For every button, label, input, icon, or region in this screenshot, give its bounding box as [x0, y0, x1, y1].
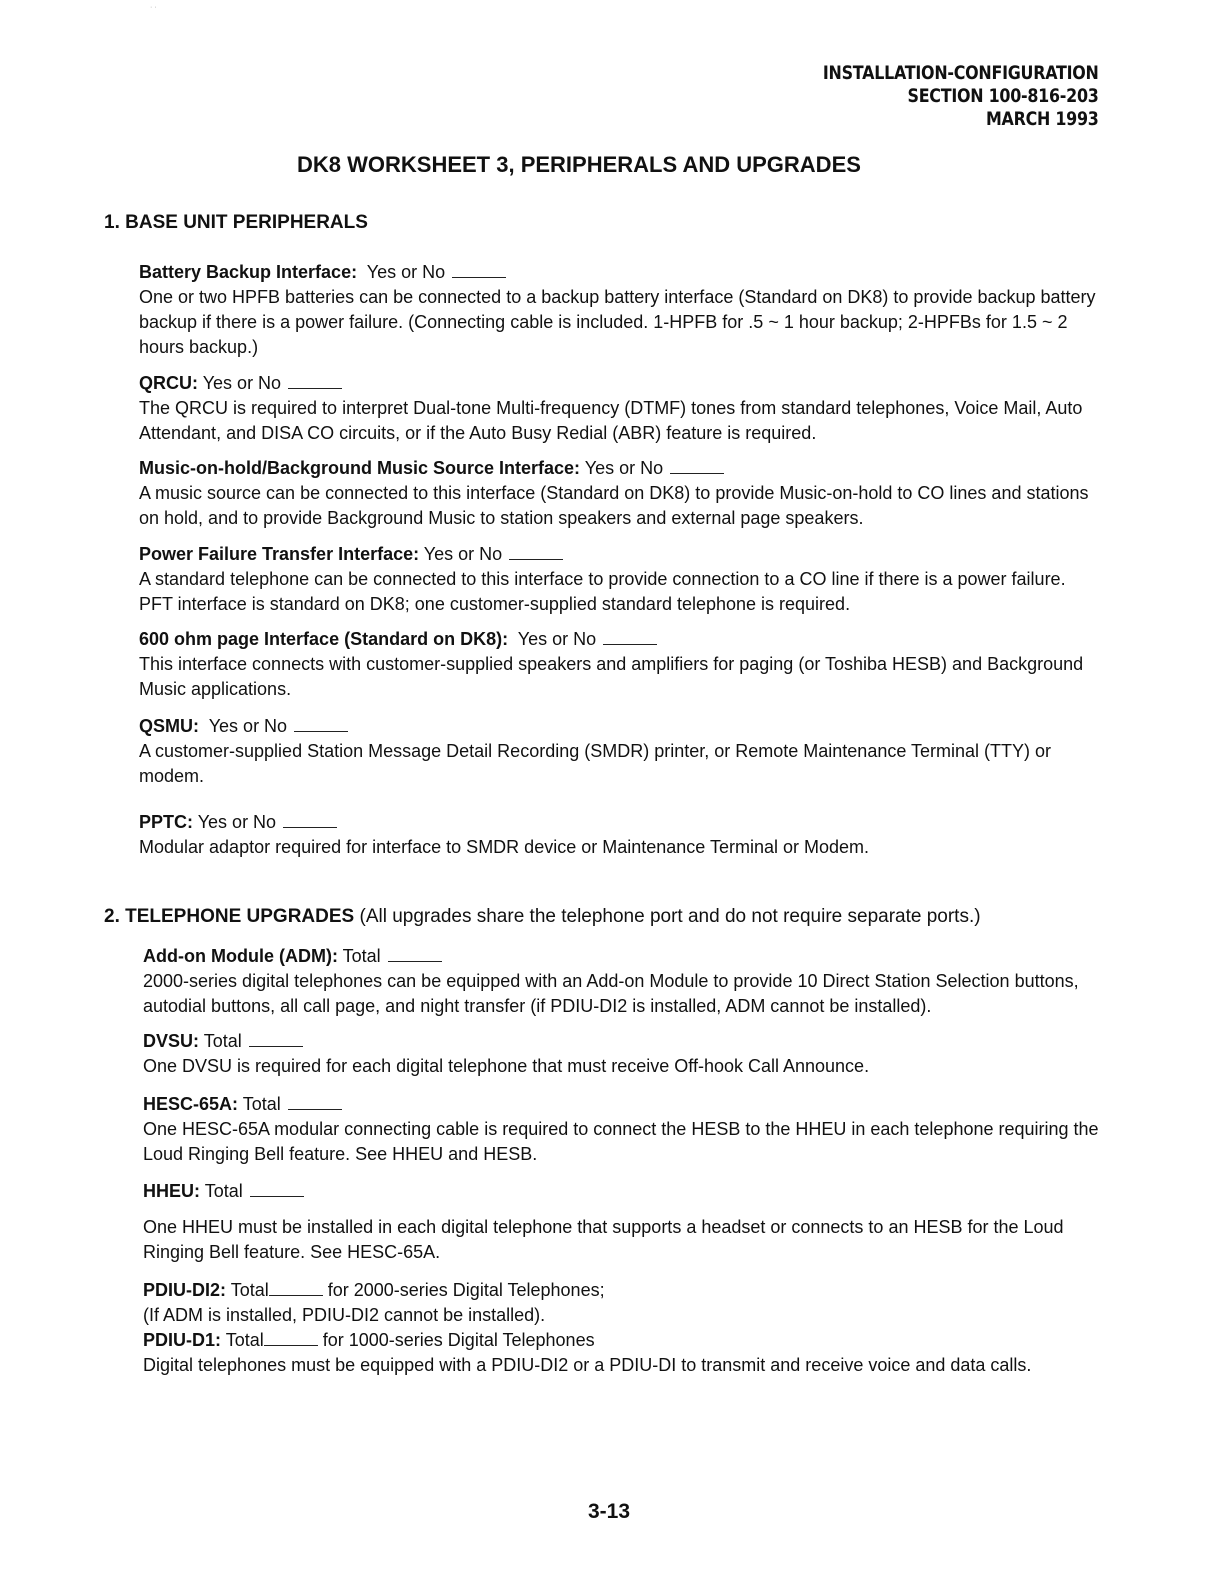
item-prompt: Yes or No [202, 373, 282, 393]
item-prompt: Yes or No [208, 716, 288, 736]
item-pdiu [143, 1278, 1103, 1378]
answer-blank[interactable] [452, 263, 506, 278]
item-label: QSMU: [139, 716, 199, 736]
item-prompt: Yes or No [423, 544, 503, 564]
section-2-title: 2. TELEPHONE UPGRADES [104, 906, 355, 927]
answer-blank[interactable] [294, 717, 348, 732]
item-description: A music source can be connected to this interface (Standard on DK8) to provide Music-on-hold to CO lines and stations on hold, and to provide Background Music to station speakers and external page speakers. [139, 483, 1089, 528]
item-description: One HHEU must be installed in each digital telephone that supports a headset or connects to an HESB for the Loud Ringing Bell feature. See HESC-65A. [143, 1217, 1064, 1262]
item-hheu [143, 1179, 1103, 1265]
header-line-2: SECTION 100-816-203 [907, 86, 1099, 107]
item-power-failure-transfer [139, 542, 1099, 617]
item-label: Add-on Module (ADM): [143, 946, 338, 966]
answer-blank[interactable] [603, 630, 657, 645]
item-prompt: Total [225, 1330, 264, 1350]
page-number: 3-13 [588, 1500, 631, 1523]
item-pptc [139, 810, 1099, 860]
answer-blank[interactable] [264, 1331, 318, 1346]
item-hesc-65a [143, 1092, 1103, 1167]
item-qrcu [139, 371, 1099, 446]
item-label: PDIU-DI2: [143, 1280, 227, 1300]
item-label: DVSU: [143, 1031, 200, 1051]
item-suffix: for 2000-series Digital Telephones; [327, 1280, 605, 1300]
answer-blank[interactable] [283, 813, 337, 828]
item-label: HHEU: [143, 1181, 200, 1201]
answer-blank[interactable] [288, 374, 342, 389]
item-prompt: Total [230, 1280, 269, 1300]
item-label: QRCU: [139, 373, 198, 393]
item-description: A customer-supplied Station Message Detail Recording (SMDR) printer, or Remote Maintenance Terminal (TTY) or modem. [139, 741, 1052, 786]
item-description: Digital telephones must be equipped with a PDIU-DI2 or a PDIU-DI to transmit and receive voice and data calls. [143, 1355, 1032, 1375]
header-line-1: INSTALLATION-CONFIGURATION [823, 63, 1099, 84]
section-2-heading [104, 906, 981, 928]
document-header [823, 62, 1099, 131]
item-prompt: Yes or No [584, 458, 664, 478]
item-description: The QRCU is required to interpret Dual-tone Multi-frequency (DTMF) tones from standard telephones, Voice Mail, Auto Attendant, and DISA CO circuits, or if the Auto Busy Redial (ABR) feature is required. [139, 398, 1083, 443]
answer-blank[interactable] [250, 1182, 304, 1197]
item-label: Power Failure Transfer Interface: [139, 544, 420, 564]
item-label: 600 ohm page Interface (Standard on DK8): [139, 629, 509, 649]
item-note: (If ADM is installed, PDIU-DI2 cannot be installed). [143, 1305, 546, 1325]
item-suffix: for 1000-series Digital Telephones [322, 1330, 595, 1350]
item-prompt: Total [242, 1094, 281, 1114]
item-description: One HESC-65A modular connecting cable is required to connect the HESB to the HHEU in each telephone requiring the Loud Ringing Bell feature. See HHEU and HESB. [143, 1119, 1099, 1164]
item-dvsu [143, 1029, 1103, 1079]
item-label: Battery Backup Interface: [139, 262, 358, 282]
item-label: Music-on-hold/Background Music Source Interface: [139, 458, 581, 478]
item-qsmu [139, 714, 1099, 789]
item-prompt: Total [342, 946, 381, 966]
item-label: PPTC: [139, 812, 193, 832]
item-label: HESC-65A: [143, 1094, 239, 1114]
answer-blank[interactable] [269, 1281, 323, 1296]
item-description: A standard telephone can be connected to this interface to provide connection to a CO line if there is a power failure. PFT interface is standard on DK8; one customer-supplied standard telephone is required. [139, 569, 1066, 614]
section-2-note: (All upgrades share the telephone port and do not require separate ports.) [359, 906, 981, 927]
scan-speck: · · [150, 4, 157, 11]
item-prompt: Yes or No [197, 812, 277, 832]
item-description: One or two HPFB batteries can be connected to a backup battery interface (Standard on DK8) to provide backup battery backup if there is a power failure. (Connecting cable is included. 1-HPFB for .5 ~ 1 hour backup; 2-HPFBs for 1.5 ~ 2 hours backup.) [139, 287, 1096, 357]
item-prompt: Yes or No [517, 629, 597, 649]
item-prompt: Total [204, 1181, 243, 1201]
answer-blank[interactable] [509, 545, 563, 560]
answer-blank[interactable] [249, 1032, 303, 1047]
item-label: PDIU-D1: [143, 1330, 222, 1350]
item-description: This interface connects with customer-supplied speakers and amplifiers for paging (or Toshiba HESB) and Background Music applications. [139, 654, 1084, 699]
item-battery-backup [139, 260, 1099, 360]
item-600-ohm-page [139, 627, 1099, 702]
item-description: One DVSU is required for each digital telephone that must receive Off-hook Call Announce. [143, 1056, 870, 1076]
section-1-heading: 1. BASE UNIT PERIPHERALS [104, 212, 368, 233]
header-line-3: MARCH 1993 [986, 109, 1099, 130]
item-music-on-hold [139, 456, 1099, 531]
answer-blank[interactable] [670, 459, 724, 474]
answer-blank[interactable] [388, 947, 442, 962]
item-add-on-module [143, 944, 1103, 1019]
page-title: DK8 WORKSHEET 3, PERIPHERALS AND UPGRADES [297, 152, 861, 177]
item-prompt: Yes or No [366, 262, 446, 282]
answer-blank[interactable] [288, 1095, 342, 1110]
item-description: 2000-series digital telephones can be equipped with an Add-on Module to provide 10 Direct Station Selection buttons, autodial buttons, all call page, and night transfer (if PDIU-DI2 is installed, ADM cannot be installed). [143, 971, 1079, 1016]
item-description: Modular adaptor required for interface to SMDR device or Maintenance Terminal or Modem. [139, 837, 870, 857]
item-prompt: Total [203, 1031, 242, 1051]
